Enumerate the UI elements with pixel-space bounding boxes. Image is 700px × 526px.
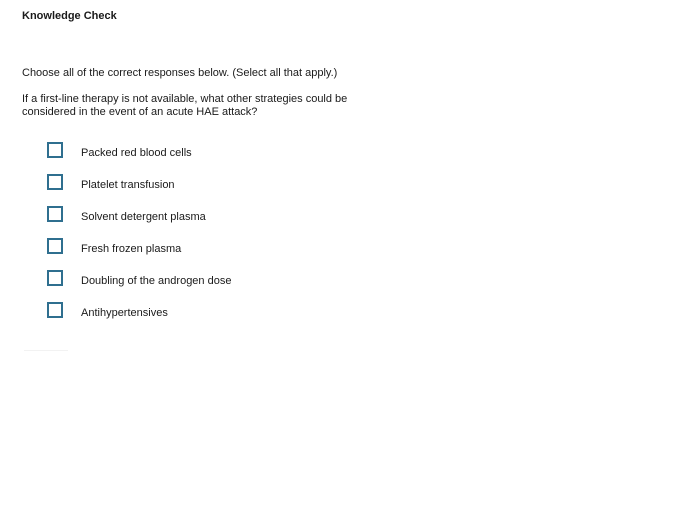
option-label: Antihypertensives [81, 306, 168, 319]
page-title: Knowledge Check [22, 10, 117, 22]
question-text: If a first-line therapy is not available, what other strategies could be considered in the event of an acute HAE attack? [22, 93, 348, 118]
checkbox[interactable] [47, 302, 63, 318]
option-label: Fresh frozen plasma [81, 242, 182, 255]
faint-divider [24, 350, 68, 355]
checkbox[interactable] [47, 238, 63, 254]
option-label: Packed red blood cells [81, 146, 192, 159]
option-label: Solvent detergent plasma [81, 210, 206, 223]
instruction-text: Choose all of the correct responses below. (Select all that apply.) [22, 67, 338, 79]
checkbox[interactable] [47, 142, 63, 158]
answer-options-list [47, 142, 231, 334]
answer-option[interactable] [47, 174, 231, 206]
answer-option[interactable] [47, 270, 231, 302]
answer-option[interactable] [47, 238, 231, 270]
checkbox[interactable] [47, 206, 63, 222]
answer-option[interactable] [47, 206, 231, 238]
option-label: Doubling of the androgen dose [81, 274, 232, 287]
checkbox[interactable] [47, 174, 63, 190]
option-label: Platelet transfusion [81, 178, 175, 191]
answer-option[interactable] [47, 302, 231, 334]
checkbox[interactable] [47, 270, 63, 286]
answer-option[interactable] [47, 142, 231, 174]
